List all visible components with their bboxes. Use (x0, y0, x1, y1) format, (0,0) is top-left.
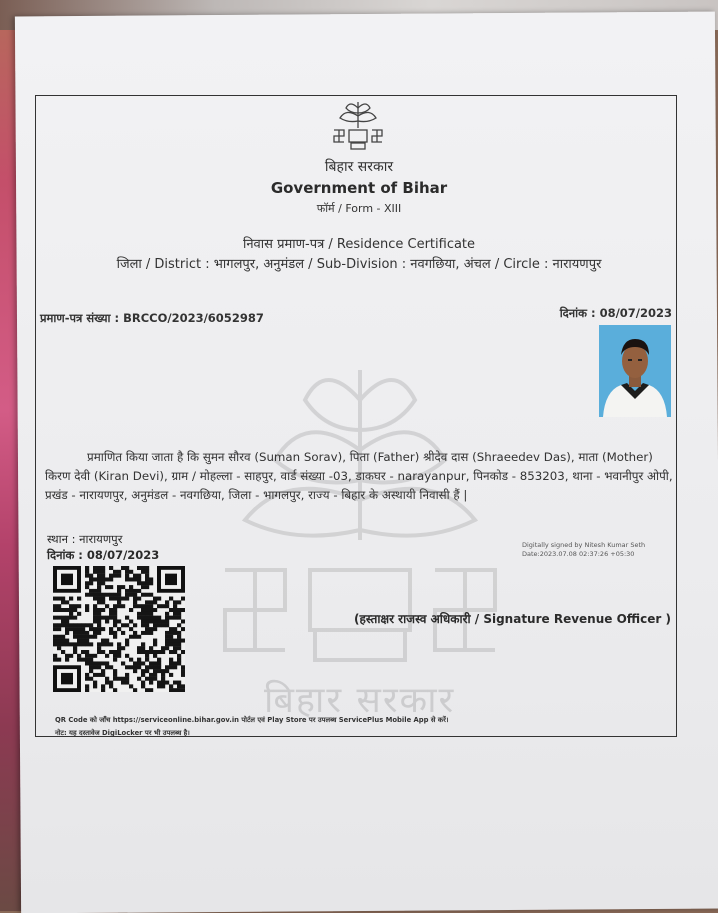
qr-code[interactable] (53, 566, 185, 692)
applicant-photo (599, 325, 671, 417)
certificate-title: निवास प्रमाण-पत्र / Residence Certificate (242, 237, 476, 252)
place-of-issue: स्थान : नारायणपुर (47, 532, 123, 546)
footer-date: दिनांक : 08/07/2023 (47, 548, 160, 562)
district-line: जिला / District : भागलपुर, अनुमंडल / Sub-Division : नवगछिया, अंचल / Circle : नारायणपुर (116, 257, 602, 272)
qr-verification-note: QR Code को जाँच https://serviceonline.bihar.gov.in पोर्टल एवं Play Store पर उपलब्ध ServicePlus Mobile App से करें। (55, 716, 449, 724)
bihar-emblem-logo (330, 98, 386, 152)
digilocker-note: नोट: यह दस्तावेज DigiLocker पर भी उपलब्ध है। (55, 729, 190, 737)
certificate-body: प्रमाणित किया जाता है कि सुमन सौरव (Suman Sorav), पिता (Father) श्रीदेव दास (Shraeedev Das), माता (Mother) किरण देवी (Kiran Devi), ग्राम / मोहल्ला - साहपुर, वार्ड संख्या -03, डाकघर - narayanpur, पिनकोड - 853203, थाना - भवानीपुर ओपी, प्रखंड - नारायणपुर, अनुमंडल - नवगछिया, जिला - भागलपुर, राज्य - बिहार के अस्थायी निवासी हैं | (45, 450, 673, 502)
digital-signature-date: Date:2023.07.08 02:37:26 +05:30 (522, 550, 635, 558)
issue-date: दिनांक : 08/07/2023 (559, 306, 672, 320)
government-title: Government of Bihar (270, 179, 448, 197)
bihar-emblem-watermark (215, 340, 505, 720)
certificate-number: प्रमाण-पत्र संख्या : BRCCO/2023/6052987 (40, 311, 264, 325)
signature-revenue-officer: (हस्ताक्षर राजस्व अधिकारी / Signature Revenue Officer ) (354, 612, 671, 626)
form-number: फॉर्म / Form - XIII (316, 202, 402, 215)
state-name-hindi: बिहार सरकार (324, 159, 394, 175)
watermark-text: बिहार सरकार (264, 680, 456, 721)
digital-signature-name: Digitally signed by Nitesh Kumar Seth (522, 541, 646, 549)
